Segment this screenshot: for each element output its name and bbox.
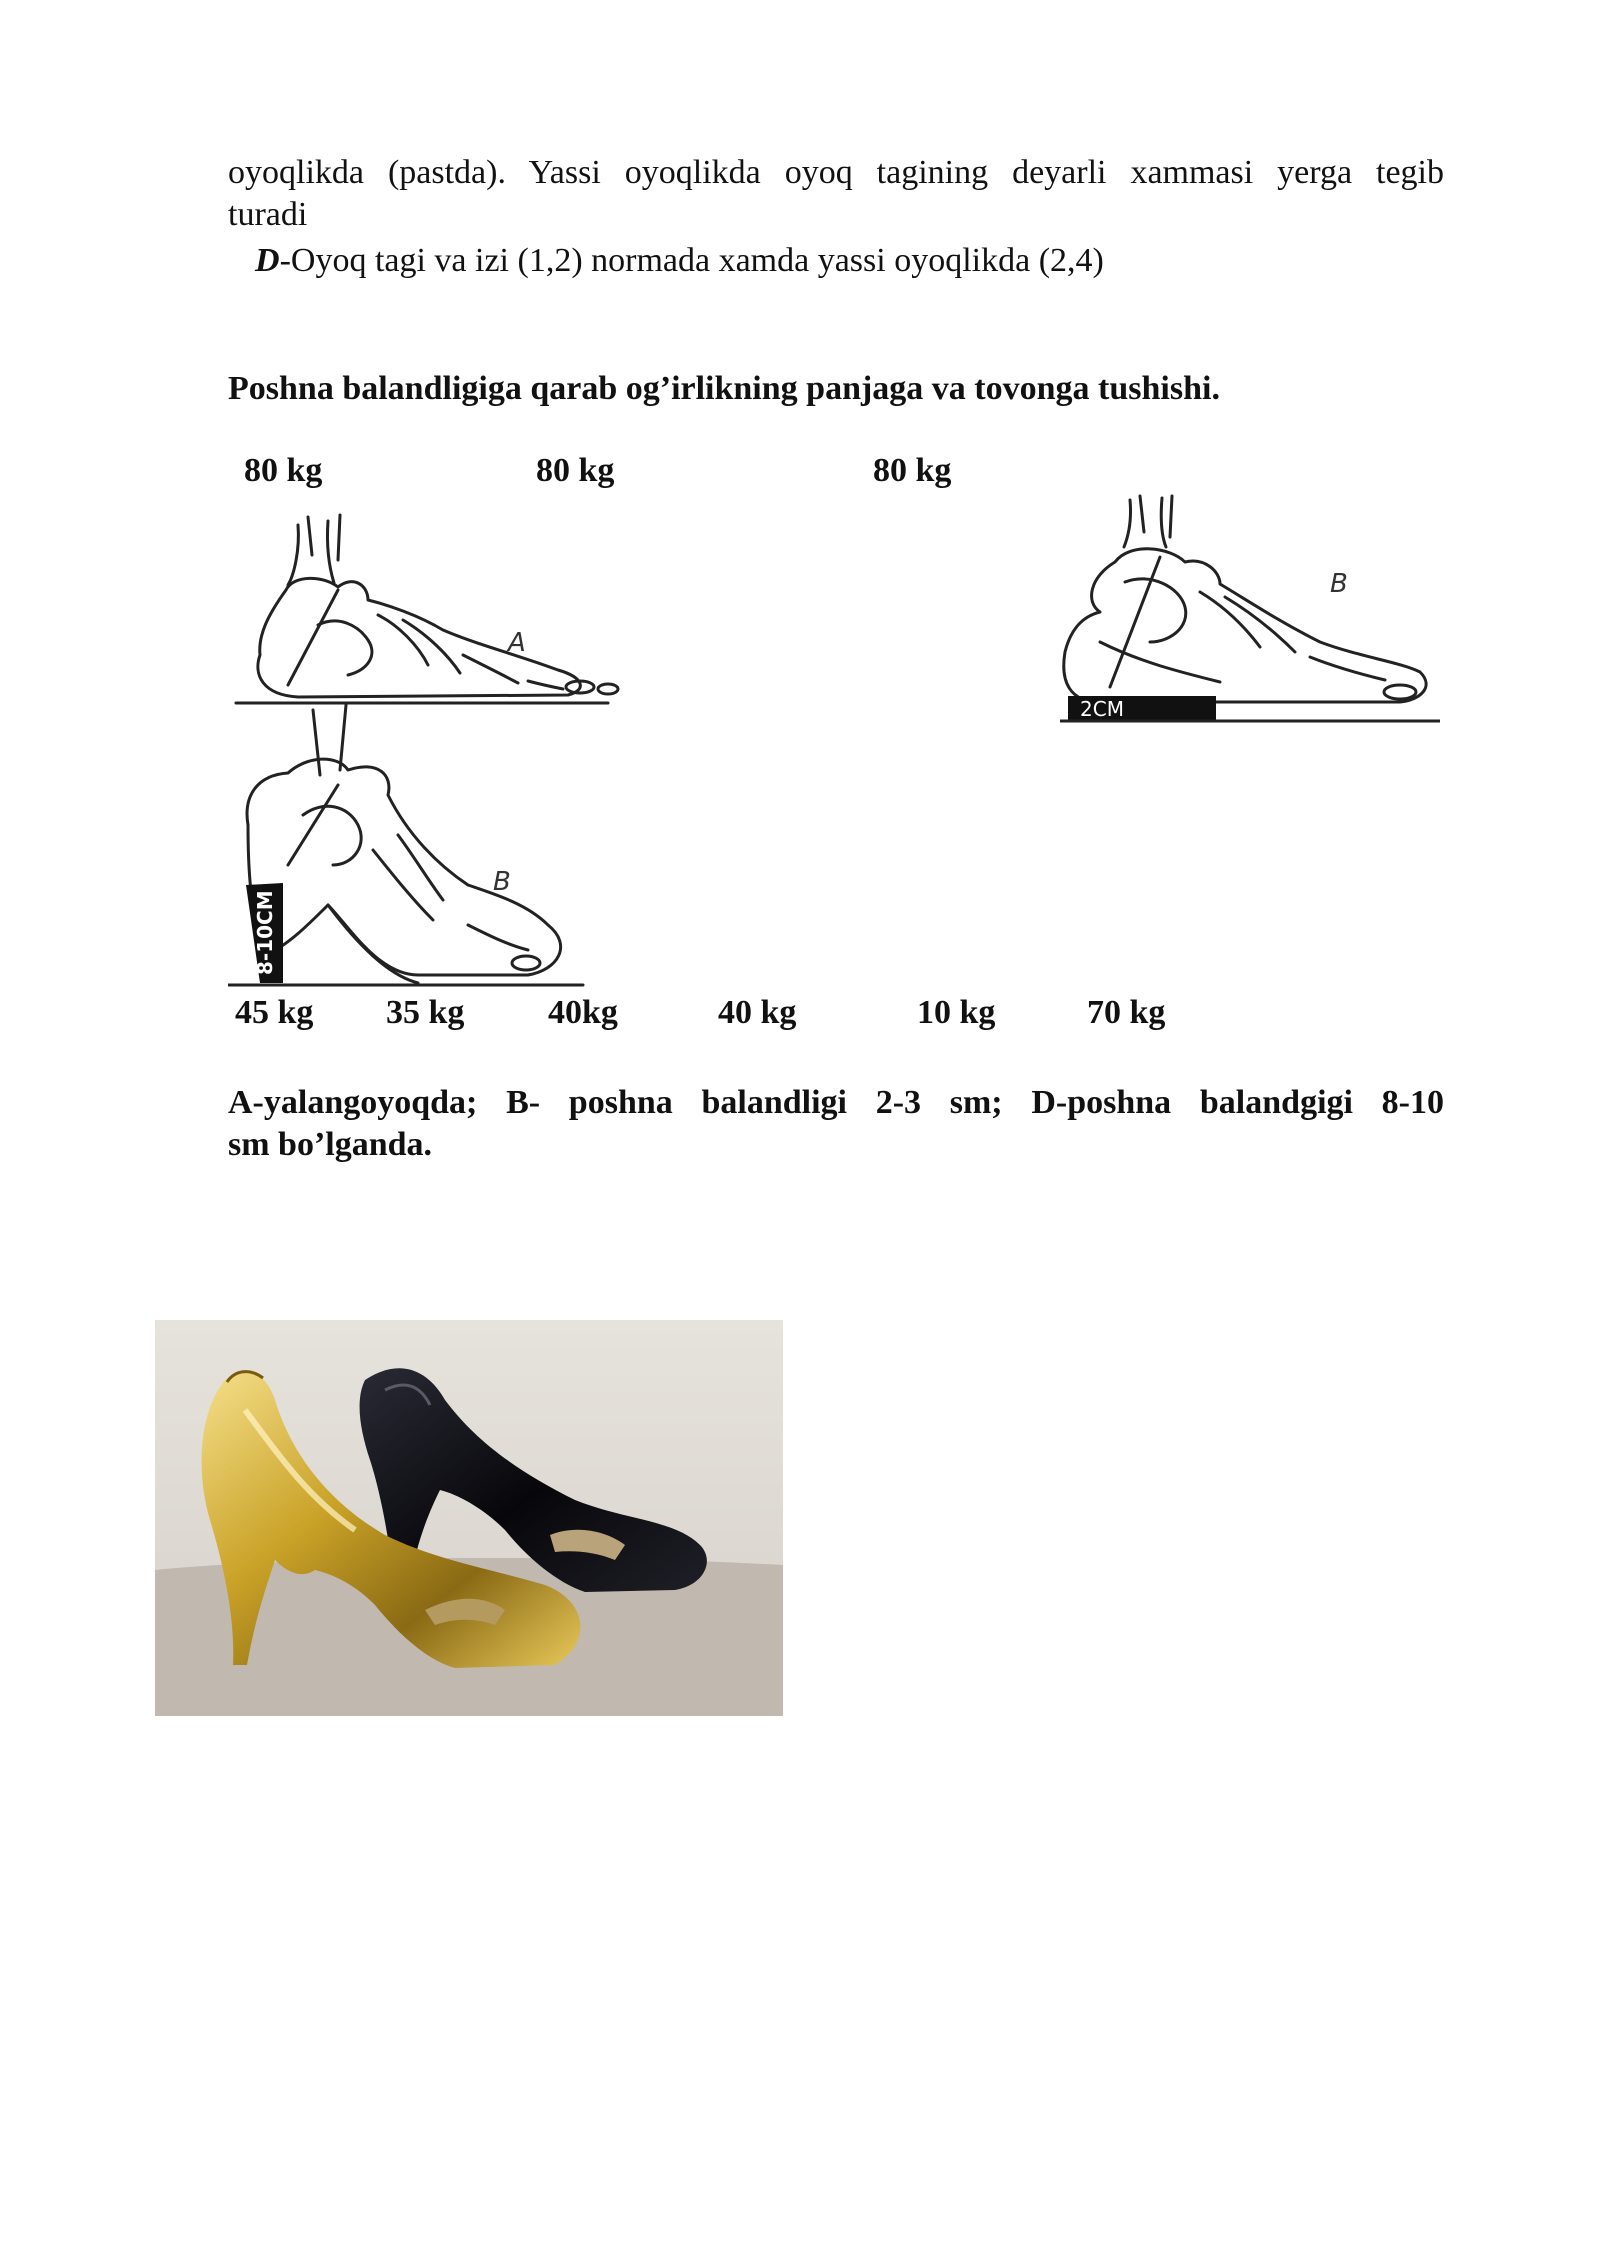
high-heel-foot-sketch xyxy=(247,705,561,983)
foot-load-diagram-left xyxy=(228,505,628,1000)
d-text: -Oyoq tagi va izi (1,2) normada xamda yassi oyoqlikda (2,4) xyxy=(279,242,1104,279)
barefoot-figure-letter: A xyxy=(508,628,526,658)
low-heel-height-label: 2CM xyxy=(1080,697,1124,721)
intro-d-line xyxy=(255,240,1471,282)
high-heel-shoes-photo xyxy=(155,1320,783,1716)
load-bottom-3: 40kg xyxy=(548,994,618,1031)
foot-load-diagram-right xyxy=(1040,492,1440,732)
caption-line-1: A-yalangoyoqda; B- poshna balandligi 2-3 sm; D-poshna balandgigi 8-10 xyxy=(228,1084,1444,1121)
d-letter: D xyxy=(255,242,280,279)
caption-line-2: sm bo’lganda. xyxy=(228,1126,433,1163)
load-bottom-1: 45 kg xyxy=(235,994,314,1031)
low-heel-figure-letter: B xyxy=(1330,569,1348,599)
load-bottom-5: 10 kg xyxy=(917,994,996,1031)
load-top-high-heel: 80 kg xyxy=(536,452,615,489)
load-bottom-2: 35 kg xyxy=(386,994,465,1031)
load-bottom-6: 70 kg xyxy=(1087,994,1166,1031)
intro-line-1: oyoqlikda (pastda). Yassi oyoqlikda oyoq tagining deyarli xammasi yerga tegib xyxy=(228,154,1444,191)
load-top-barefoot: 80 kg xyxy=(244,452,323,489)
intro-line-2: turadi xyxy=(228,196,308,233)
section-heading: Poshna balandligiga qarab og’irlikning panjaga va tovonga tushishi. xyxy=(228,370,1220,407)
barefoot-foot-sketch xyxy=(258,515,618,697)
load-bottom-4: 40 kg xyxy=(718,994,797,1031)
high-heel-figure-letter: B xyxy=(493,867,511,897)
high-heel-height-label: 8-10CM xyxy=(253,890,277,975)
load-top-low-heel: 80 kg xyxy=(873,452,952,489)
